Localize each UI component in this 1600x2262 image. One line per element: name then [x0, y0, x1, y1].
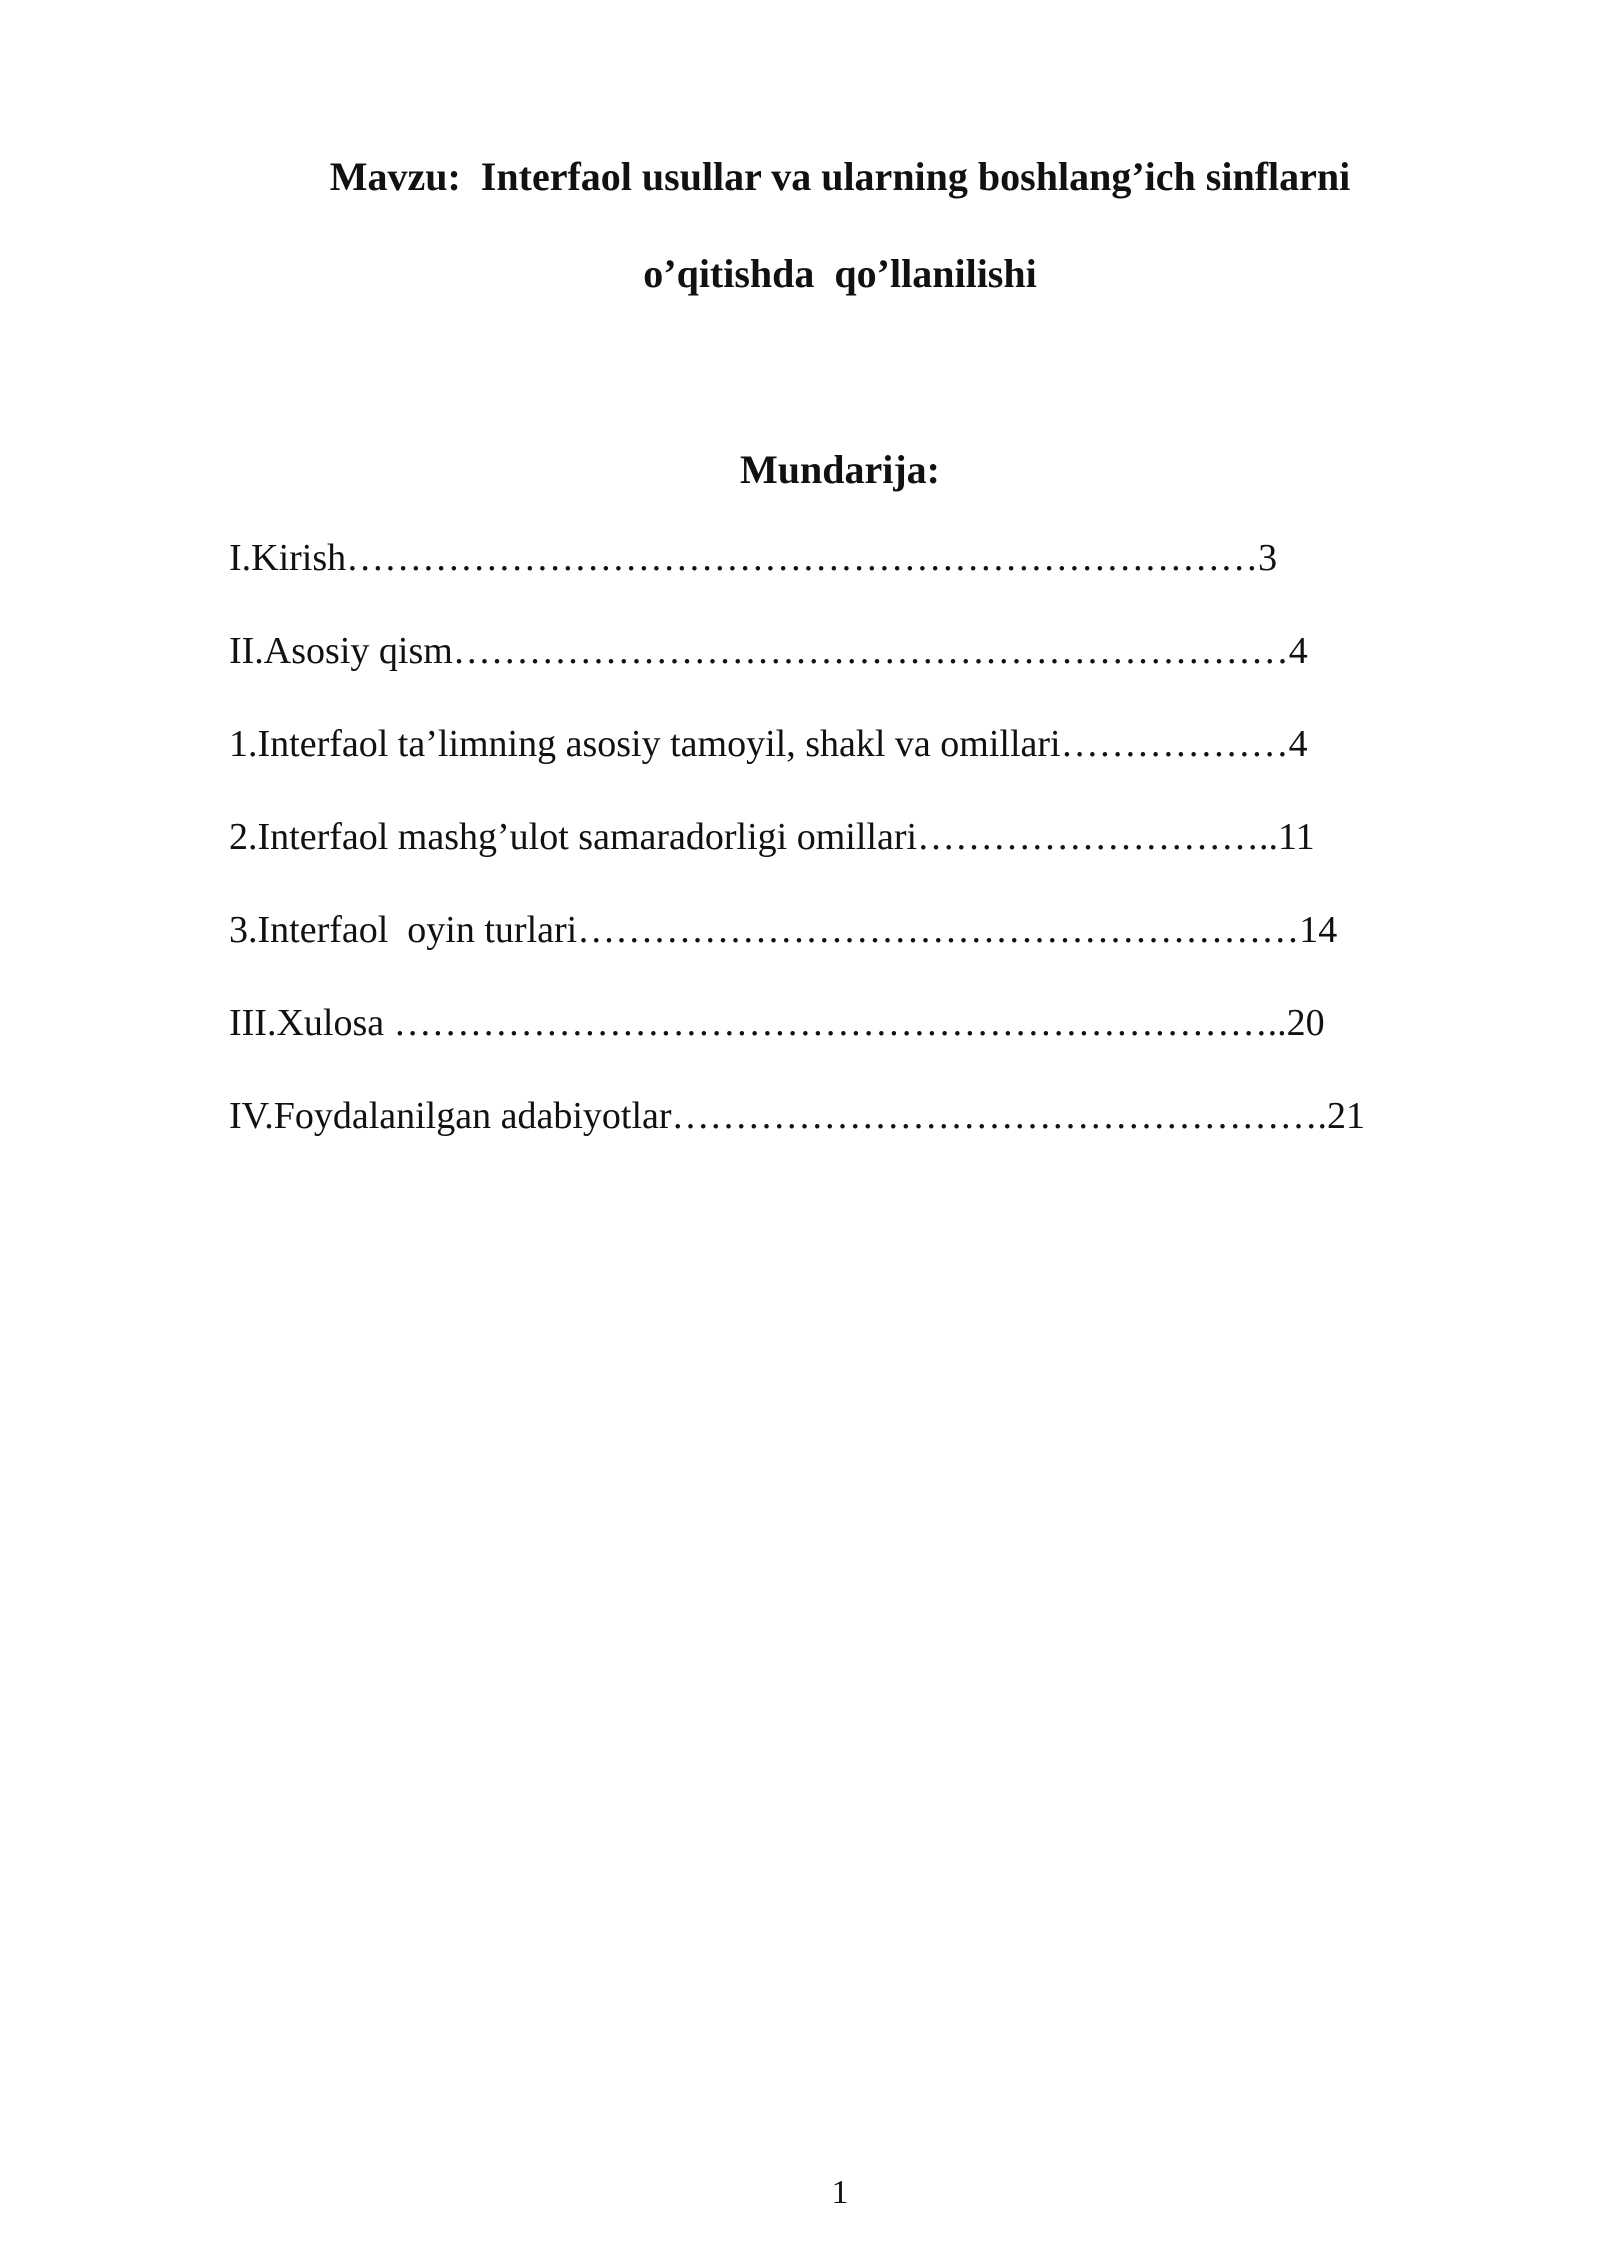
- toc-entry-kirish: I.Kirish………………………………………………………………3: [229, 537, 1278, 579]
- toc-entry-section-1: 1.Interfaol ta’limning asosiy tamoyil, shakl va omillari………………4: [229, 723, 1308, 765]
- toc-entry-section-3: 3.Interfaol oyin turlari…………………………………………………14: [229, 909, 1338, 951]
- document-title-line-2: o’qitishda qo’llanilishi: [643, 251, 1037, 296]
- toc-entry-xulosa: III.Xulosa ……………………………………………………………..20: [229, 1002, 1325, 1044]
- toc-entry-section-2: 2.Interfaol mashg’ulot samaradorligi omillari………………………..11: [229, 816, 1315, 858]
- toc-heading: Mundarija:: [740, 447, 940, 492]
- toc-entry-adabiyotlar: IV.Foydalanilgan adabiyotlar…………………………………………….21: [229, 1095, 1366, 1137]
- page-number: 1: [831, 2174, 849, 2211]
- document-title-line-1: Mavzu: Interfaol usullar va ularning boshlang’ich sinflarni: [329, 154, 1351, 199]
- toc-entry-asosiy-qism: II.Asosiy qism…………………………………………………………4: [229, 630, 1308, 672]
